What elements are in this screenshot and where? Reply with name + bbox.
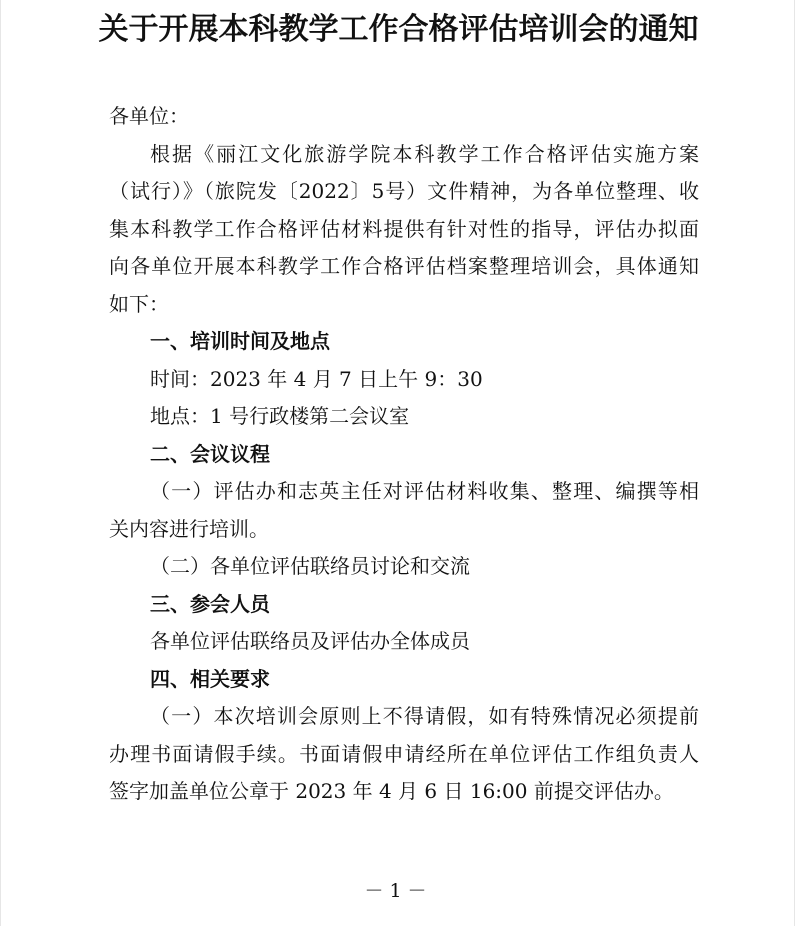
requirement-1-line-3: 签字加盖单位公章于 2023 年 4 月 6 日 16:00 前提交评估办。 <box>109 779 674 803</box>
salutation: 各单位： <box>109 104 189 128</box>
section-1-heading: 一、培训时间及地点 <box>150 329 330 353</box>
section-4-heading: 四、相关要求 <box>150 666 270 691</box>
intro-line-5: 如下： <box>109 291 169 316</box>
agenda-item-1-line-2: 关内容进行培训。 <box>109 516 269 541</box>
agenda-item-2: （二）各单位评估联络员讨论和交流 <box>150 554 470 578</box>
intro-line-1: 根据《丽江文化旅游学院本科教学工作合格评估实施方案 <box>150 141 699 166</box>
meeting-place: 地点：1 号行政楼第二会议室 <box>150 404 410 428</box>
intro-line-4: 向各单位开展本科教学工作合格评估档案整理培训会，具体通知 <box>109 254 699 278</box>
page-number: －1－ <box>364 880 433 902</box>
section-3-heading: 三、参会人员 <box>150 591 270 616</box>
requirement-1-line-1: （一）本次培训会原则上不得请假，如有特殊情况必须提前 <box>150 704 699 728</box>
section-2-heading: 二、会议议程 <box>150 441 270 466</box>
intro-line-3: 集本科教学工作合格评估材料提供有针对性的指导，评估办拟面 <box>109 216 699 241</box>
intro-line-2: （试行）》（旅院发〔2022〕5号）文件精神，为各单位整理、收 <box>109 179 699 203</box>
notice-title: 关于开展本科教学工作合格评估培训会的通知 <box>98 12 699 47</box>
notice-body <box>109 98 699 811</box>
attendees-text: 各单位评估联络员及评估办全体成员 <box>150 629 470 653</box>
requirement-1-line-2: 办理书面请假手续。书面请假申请经所在单位评估工作组负责人 <box>109 741 699 766</box>
meeting-time: 时间：2023 年 4 月 7 日上午 9：30 <box>150 366 483 391</box>
agenda-item-1-line-1: （一）评估办和志英主任对评估材料收集、整理、编撰等相 <box>150 479 699 503</box>
